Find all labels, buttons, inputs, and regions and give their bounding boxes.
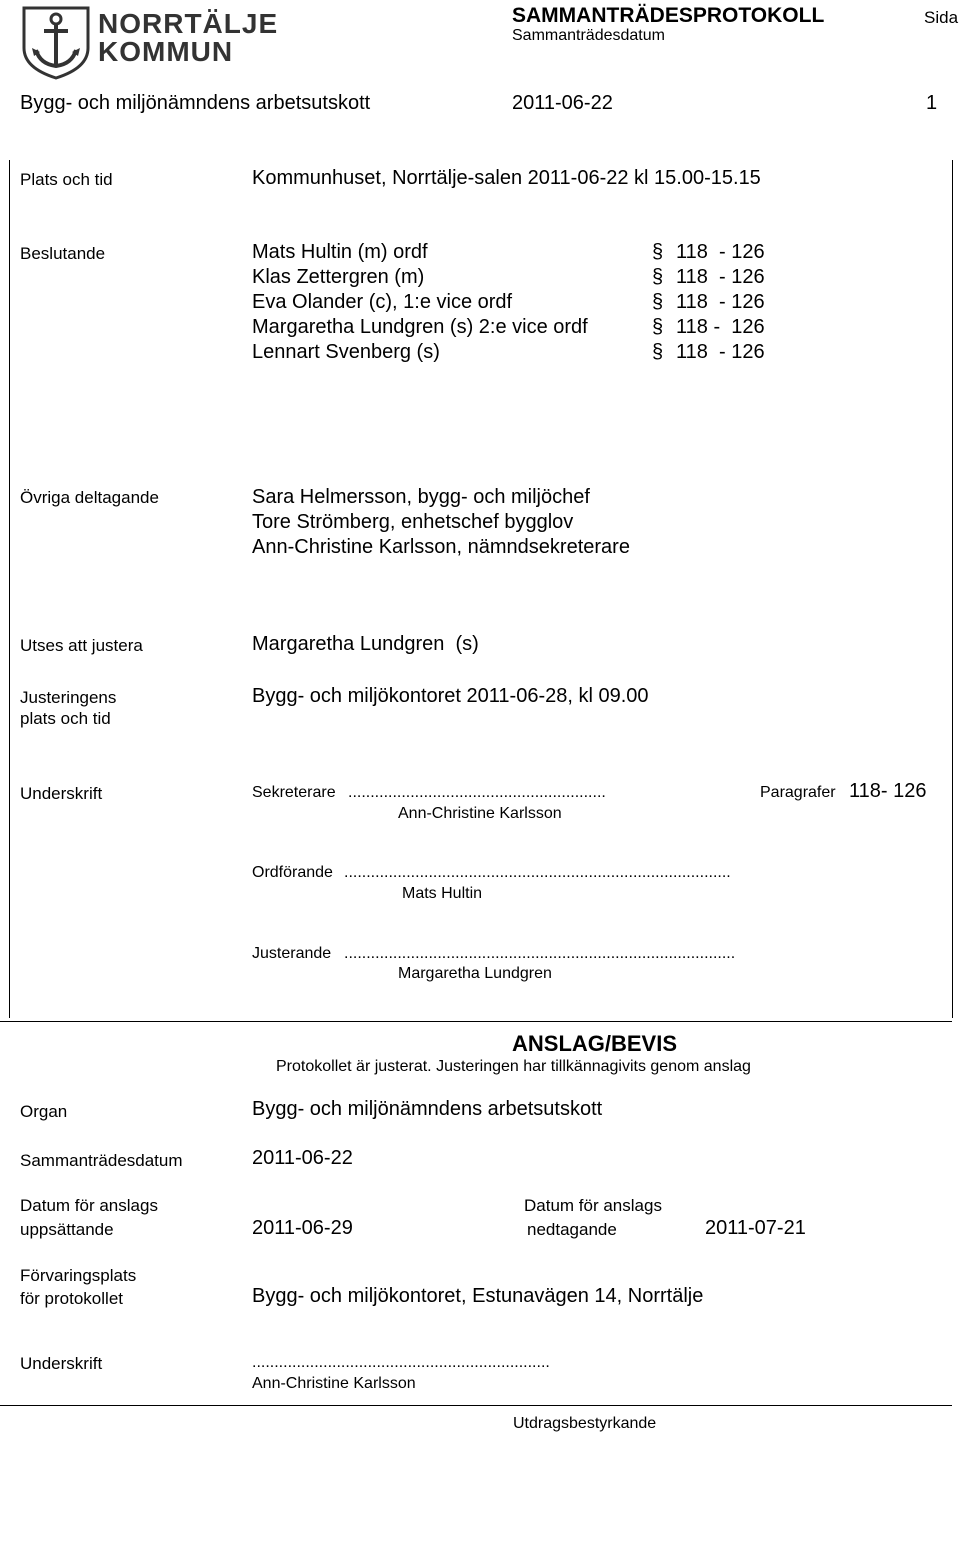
other-participants-label: Övriga deltagande [20, 488, 159, 507]
adjuster-label: Utses att justera [20, 636, 143, 655]
removed-label-2: nedtagande [527, 1220, 617, 1239]
place-time-label: Plats och tid [20, 170, 113, 189]
deciding-name-1: Mats Hultin (m) ordf [252, 241, 428, 263]
chair-role: Ordförande [252, 864, 333, 881]
other-participant-1: Sara Helmersson, bygg- och miljöchef [252, 486, 590, 508]
bottom-divider [0, 1405, 952, 1406]
deciding-name-2: Klas Zettergren (m) [252, 266, 425, 288]
secretary-role: Sekreterare [252, 784, 336, 801]
adjuster-value: Margaretha Lundgren (s) [252, 633, 479, 655]
paragraphs-value: 118- 126 [849, 780, 927, 802]
paragraph-symbol-1: § [652, 241, 664, 263]
adjuster-name: Margaretha Lundgren [398, 965, 552, 982]
deciding-paragraphs-4: 118 - 126 [676, 316, 765, 338]
notice-date-value: 2011-06-22 [252, 1147, 353, 1169]
other-participant-2: Tore Strömberg, enhetschef bygglov [252, 511, 574, 533]
right-border [952, 160, 953, 1018]
storage-value: Bygg- och miljökontoret, Estunavägen 14, Norrtälje [252, 1285, 704, 1307]
signature-label: Underskrift [20, 784, 103, 803]
left-border [9, 160, 10, 1018]
certification-label: Utdragsbestyrkande [513, 1415, 657, 1432]
notice-subtitle: Protokollet är justerat. Justeringen har tillkännagivits genom anslag [276, 1058, 751, 1075]
removed-label-1: Datum för anslags [524, 1196, 662, 1215]
adjust-place-label-1: Justeringens [20, 688, 117, 707]
meeting-date: 2011-06-22 [512, 92, 613, 114]
deciding-paragraphs-2: 118 - 126 [676, 266, 765, 288]
paragraph-symbol-2: § [652, 266, 664, 288]
other-participant-3: Ann-Christine Karlsson, nämndsekreterare [252, 536, 630, 558]
paragraph-symbol-4: § [652, 316, 664, 338]
chair-name: Mats Hultin [402, 885, 483, 902]
paragraph-symbol-5: § [652, 341, 664, 363]
storage-label-2: för protokollet [20, 1289, 123, 1308]
secretary-signature-line: .......................................................... [348, 784, 606, 801]
storage-label-1: Förvaringsplats [20, 1266, 137, 1285]
document-title: SAMMANTRÄDESPROTOKOLL [512, 4, 825, 27]
deciding-name-5: Lennart Svenberg (s) [252, 341, 440, 363]
paragraph-symbol-3: § [652, 291, 664, 313]
notice-divider [0, 1021, 952, 1022]
chair-signature-line: ....................................................................................... [344, 864, 731, 881]
organ-value: Bygg- och miljönämndens arbetsutskott [252, 1098, 603, 1120]
notice-date-label: Sammanträdesdatum [20, 1151, 183, 1170]
removed-value: 2011-07-21 [705, 1217, 806, 1239]
deciding-label: Beslutande [20, 244, 106, 263]
notice-signer-name: Ann-Christine Karlsson [252, 1375, 416, 1392]
paragraphs-label: Paragrafer [760, 784, 836, 801]
meeting-date-label: Sammanträdesdatum [512, 27, 665, 44]
logo-line-1: NORRTÄLJE [98, 8, 279, 39]
notice-signature-label: Underskrift [20, 1354, 103, 1373]
organ-label: Organ [20, 1102, 68, 1121]
deciding-name-3: Eva Olander (c), 1:e vice ordf [252, 291, 513, 313]
secretary-name: Ann-Christine Karlsson [398, 805, 562, 822]
notice-signature-line: ................................................................... [252, 1354, 550, 1371]
deciding-paragraphs-5: 118 - 126 [676, 341, 765, 363]
notice-title: ANSLAG/BEVIS [512, 1031, 678, 1056]
posted-value: 2011-06-29 [252, 1217, 353, 1239]
anchor-icon [20, 4, 92, 80]
posted-label-2: uppsättande [20, 1220, 114, 1239]
deciding-name-4: Margaretha Lundgren (s) 2:e vice ordf [252, 316, 588, 338]
logo-line-2: KOMMUN [98, 36, 234, 67]
deciding-paragraphs-3: 118 - 126 [676, 291, 765, 313]
place-time-value: Kommunhuset, Norrtälje-salen 2011-06-22 kl 15.00-15.15 [252, 167, 761, 189]
adjust-place-label-2: plats och tid [20, 709, 111, 728]
page-label: Sida [924, 8, 959, 27]
page-number: 1 [926, 92, 938, 114]
adjuster-role: Justerande [252, 945, 332, 962]
posted-label-1: Datum för anslags [20, 1196, 158, 1215]
adjuster-signature-line: ........................................................................................ [344, 945, 736, 962]
adjust-place-value: Bygg- och miljökontoret 2011-06-28, kl 09.00 [252, 685, 649, 707]
deciding-paragraphs-1: 118 - 126 [676, 241, 765, 263]
committee-name: Bygg- och miljönämndens arbetsutskott [20, 92, 371, 114]
